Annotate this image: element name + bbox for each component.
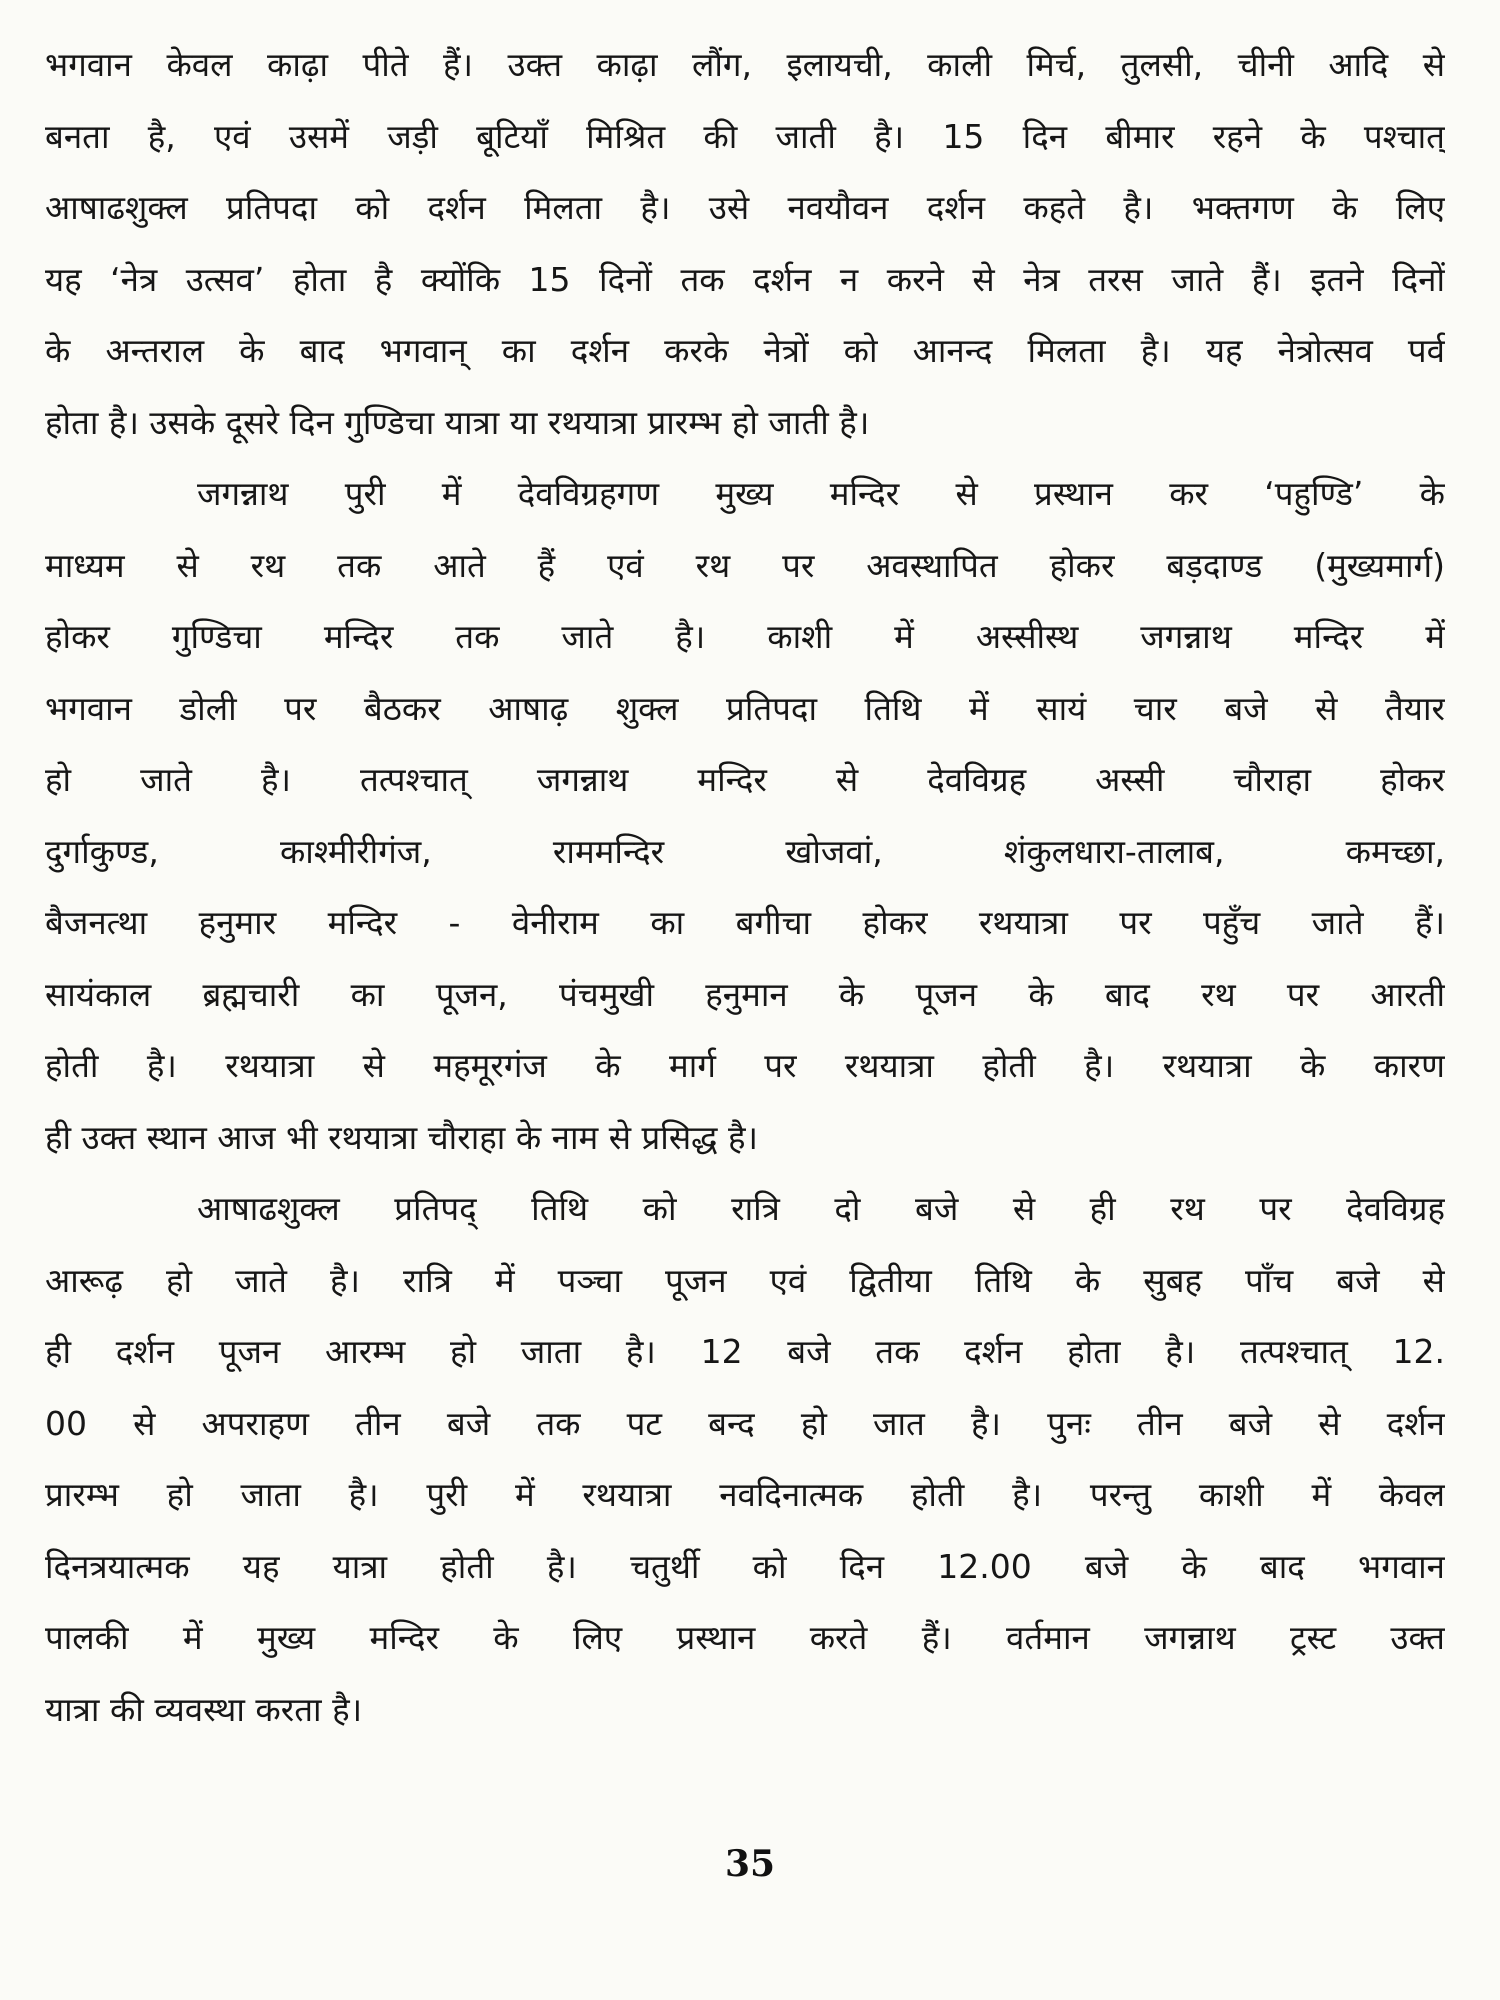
text-line: के अन्तराल के बाद भगवान् का दर्शन करके नेत्रों को आनन्द मिलता है। यह नेत्रोत्सव पर्व [45, 331, 1445, 370]
text-line: होती है। रथयात्रा से महमूरगंज के मार्ग पर रथयात्रा होती है। रथयात्रा के कारण [45, 1046, 1445, 1085]
text-line: बनता है, एवं उसमें जड़ी बूटियाँ मिश्रित की जाती है। 15 दिन बीमार रहने के पश्चात् [45, 116, 1445, 156]
text-line: आरूढ़ हो जाते है। रात्रि में पञ्चा पूजन एवं द्वितीया तिथि के सुबह पाँच बजे से [45, 1260, 1445, 1300]
paragraph [45, 29, 1445, 458]
text-line: आषाढशुक्ल प्रतिपदा को दर्शन मिलता है। उसे नवयौवन दर्शन कहते है। भक्तगण के लिए [45, 188, 1445, 227]
text-line: बैजनत्था हनुमार मन्दिर - वेनीराम का बगीचा होकर रथयात्रा पर पहुँच जाते हैं। [45, 903, 1445, 942]
text-line: 00 से अपराहण तीन बजे तक पट बन्द हो जात है। पुनः तीन बजे से दर्शन [45, 1403, 1445, 1443]
text-line: होता है। उसके दूसरे दिन गुण्डिचा यात्रा या रथयात्रा प्रारम्भ हो जाती है। [45, 402, 870, 442]
paragraph [45, 458, 1445, 1173]
paragraph [45, 1173, 1445, 1745]
text-line: होकर गुण्डिचा मन्दिर तक जाते है। काशी में अस्सीस्थ जगन्नाथ मन्दिर में [45, 617, 1445, 656]
text-line: पालकी में मुख्य मन्दिर के लिए प्रस्थान करते हैं। वर्तमान जगन्नाथ ट्रस्ट उक्त [45, 1618, 1445, 1657]
text-line: भगवान केवल काढ़ा पीते हैं। उक्त काढ़ा लौंग, इलायची, काली मिर्च, तुलसी, चीनी आदि से [45, 45, 1445, 84]
text-line: सायंकाल ब्रह्मचारी का पूजन, पंचमुखी हनुमान के पूजन के बाद रथ पर आरती [45, 974, 1445, 1014]
text-line: ही उक्त स्थान आज भी रथयात्रा चौराहा के नाम से प्रसिद्ध है। [45, 1117, 759, 1157]
text-line: जगन्नाथ पुरी में देवविग्रहगण मुख्य मन्दिर से प्रस्थान कर ‘पहुण्डि’ के [197, 474, 1445, 513]
text-line: दिनत्रयात्मक यह यात्रा होती है। चतुर्थी को दिन 12.00 बजे के बाद भगवान [45, 1546, 1445, 1586]
text-line: माध्यम से रथ तक आते हैं एवं रथ पर अवस्थापित होकर बड़दाण्ड (मुख्यमार्ग) [45, 545, 1445, 585]
text-line: ही दर्शन पूजन आरम्भ हो जाता है। 12 बजे तक दर्शन होता है। तत्पश्चात् 12. [45, 1332, 1445, 1371]
page-number: 35 [724, 1843, 776, 1885]
text-line: हो जाते है। तत्पश्चात् जगन्नाथ मन्दिर से देवविग्रह अस्सी चौराहा होकर [45, 760, 1445, 799]
page-body [45, 29, 1445, 1745]
text-line: भगवान डोली पर बैठकर आषाढ़ शुक्ल प्रतिपदा तिथि में सायं चार बजे से तैयार [45, 688, 1445, 728]
text-line: प्रारम्भ हो जाता है। पुरी में रथयात्रा नवदिनात्मक होती है। परन्तु काशी में केवल [45, 1475, 1445, 1514]
text-line: आषाढशुक्ल प्रतिपद् तिथि को रात्रि दो बजे से ही रथ पर देवविग्रह [197, 1189, 1445, 1228]
text-line: यात्रा की व्यवस्था करता है। [45, 1689, 363, 1729]
text-line: दुर्गाकुण्ड, काश्मीरीगंज, राममन्दिर खोजवां, शंकुलधारा-तालाब, कमच्छा, [45, 831, 1445, 871]
text-line: यह ‘नेत्र उत्सव’ होता है क्योंकि 15 दिनों तक दर्शन न करने से नेत्र तरस जाते हैं। इतने दिनों [45, 259, 1445, 299]
